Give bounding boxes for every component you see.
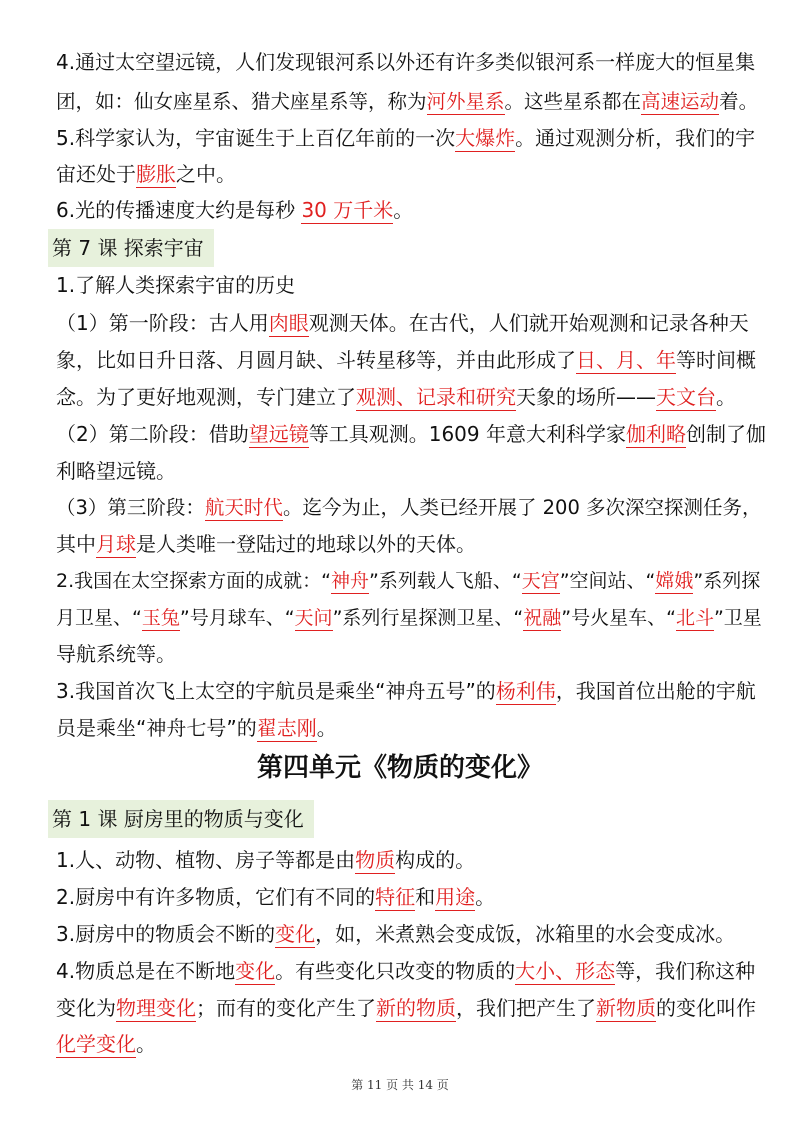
text-segment: ”系列行星探测卫星、“ — [332, 607, 524, 629]
keyword-highlight: 河外星系 — [426, 90, 505, 113]
paragraph-line — [56, 671, 768, 711]
keyword-highlight: 高速运动 — [641, 90, 720, 113]
text-segment: ”系列载人飞船、“ — [369, 570, 522, 592]
keyword-highlight: 航天时代 — [204, 496, 283, 519]
keyword-highlight: 天宫 — [521, 570, 560, 592]
paragraph-line — [56, 914, 768, 954]
paragraph-line — [56, 451, 768, 491]
text-segment: （2）第二阶段：借助 — [56, 422, 249, 446]
paragraph-line — [56, 265, 768, 305]
text-segment: 变化为 — [56, 996, 116, 1020]
text-segment: ”卫星 — [713, 607, 762, 629]
text-segment: 象，比如日升日落、月圆月缺、斗转星移等，并由此形成了 — [56, 348, 576, 372]
text-segment: ；而有的变化产生了 — [196, 996, 376, 1020]
text-segment: 3.我国首次飞上太空的宇航员是乘坐“神舟五号”的 — [56, 679, 496, 703]
text-segment: 其中 — [56, 532, 96, 556]
keyword-highlight: 观测、记录和研究 — [356, 385, 516, 409]
text-segment: 团，如：仙女座星系、猎犬座星系等，称为 — [56, 90, 427, 113]
keyword-highlight: 变化 — [235, 959, 276, 983]
keyword-highlight: 天问 — [294, 607, 333, 629]
keyword-highlight: 肉眼 — [268, 311, 309, 335]
keyword-highlight: 30 万千米 — [301, 198, 394, 222]
text-segment: 员是乘坐“神舟七号”的 — [56, 716, 257, 740]
lesson-heading-1: 第 1 课 厨房里的物质与变化 — [48, 800, 314, 838]
text-segment: 月卫星、“ — [56, 607, 142, 629]
lesson-heading-7: 第 7 课 探索宇宙 — [48, 229, 214, 267]
paragraph-line — [56, 708, 768, 748]
text-segment: 2.厨房中有许多物质，它们有不同的 — [56, 885, 376, 909]
paragraph-line — [56, 951, 768, 991]
text-segment: （3）第三阶段： — [56, 496, 205, 519]
keyword-highlight: 玉兔 — [141, 607, 180, 629]
text-segment: 是人类唯一登陆过的地球以外的天体。 — [136, 532, 476, 556]
text-segment: 。 — [716, 385, 736, 409]
keyword-highlight: 望远镜 — [248, 422, 309, 446]
keyword-highlight: 大爆炸 — [455, 126, 516, 150]
text-segment: 天象的场所—— — [516, 385, 656, 409]
paragraph-line — [56, 154, 768, 194]
text-segment: 之中。 — [176, 162, 236, 186]
keyword-highlight: 新物质 — [596, 996, 656, 1020]
text-segment: 利略望远镜。 — [56, 459, 176, 483]
text-segment: 等，我们称这种 — [615, 959, 756, 983]
paragraph-line — [56, 42, 768, 82]
text-segment: ，如，米煮熟会变成饭，冰箱里的水会变成冰。 — [315, 922, 736, 946]
keyword-highlight: 大小、形态 — [515, 959, 616, 983]
paragraph-line — [56, 598, 768, 638]
text-segment: ，我们把产生了 — [456, 996, 596, 1020]
text-segment: ”空间站、“ — [559, 570, 656, 592]
text-segment: 1.了解人类探索宇宙的历史 — [56, 273, 296, 297]
keyword-highlight: 杨利伟 — [495, 679, 556, 703]
keyword-highlight: 物理变化 — [116, 996, 196, 1020]
text-segment: （1）第一阶段：古人用 — [56, 311, 269, 335]
text-segment: 3.厨房中的物质会不断的 — [56, 922, 276, 946]
paragraph-line — [56, 303, 768, 343]
keyword-highlight: 新的物质 — [376, 996, 456, 1020]
text-segment: 创制了伽 — [686, 422, 766, 446]
keyword-highlight: 化学变化 — [56, 1032, 136, 1056]
text-segment: 5.科学家认为，宇宙诞生于上百亿年前的一次 — [56, 126, 456, 150]
paragraph-line — [56, 877, 768, 917]
keyword-highlight: 伽利略 — [626, 422, 686, 446]
paragraph-line — [56, 488, 768, 528]
text-segment: 4.物质总是在不断地 — [56, 959, 236, 983]
paragraph-line — [56, 118, 768, 158]
paragraph-line — [56, 561, 768, 601]
text-segment: 6.光的传播速度大约是每秒 — [56, 198, 302, 222]
text-segment: ，我国首位出舱的宇航 — [555, 679, 756, 703]
text-segment: 。通过观测分析，我们的宇 — [515, 126, 756, 150]
text-segment: 着。 — [719, 90, 759, 113]
paragraph-line — [56, 988, 768, 1028]
paragraph-line — [56, 840, 768, 880]
text-segment: ”号火星车、“ — [561, 607, 676, 629]
keyword-highlight: 祝融 — [523, 607, 562, 629]
text-segment: 。 — [136, 1032, 156, 1056]
unit-title: 第四单元《物质的变化》 — [256, 753, 543, 783]
text-segment: 。有些变化只改变的物质的 — [275, 959, 516, 983]
paragraph-line — [56, 82, 768, 122]
paragraph-line — [56, 634, 768, 674]
text-segment: 宙还处于 — [56, 162, 136, 186]
paragraph-line — [56, 377, 768, 417]
keyword-highlight: 神舟 — [330, 570, 369, 592]
text-segment: 念。为了更好地观测，专门建立了 — [56, 385, 356, 409]
keyword-highlight: 日、月、年 — [576, 348, 676, 372]
keyword-highlight: 天文台 — [656, 385, 716, 409]
text-segment: 。迄今为止，人类已经开展了 200 多次深空探测任务， — [282, 496, 762, 519]
keyword-highlight: 用途 — [435, 885, 476, 909]
text-segment: 4.通过太空望远镜，人们发现银河系以外还有许多类似银河系一样庞大的恒星集 — [56, 50, 756, 74]
paragraph-line — [56, 340, 768, 380]
text-segment: 等时间概 — [676, 348, 756, 372]
paragraph-line — [56, 1024, 768, 1064]
text-segment: 。 — [316, 716, 337, 740]
text-segment: 1.人、动物、植物、房子等都是由 — [56, 848, 356, 872]
keyword-highlight: 翟志刚 — [256, 716, 317, 740]
text-segment: 的变化叫作 — [656, 996, 756, 1020]
text-segment: 等工具观测。1609 年意大利科学家 — [308, 422, 626, 446]
keyword-highlight: 月球 — [96, 532, 136, 556]
text-segment: 导航系统等。 — [56, 642, 176, 666]
text-segment: 和 — [415, 885, 436, 909]
text-segment: 观测天体。在古代，人们就开始观测和记录各种天 — [308, 311, 749, 335]
keyword-highlight: 膨胀 — [136, 162, 176, 186]
keyword-highlight: 变化 — [275, 922, 316, 946]
text-segment: ”系列探 — [693, 570, 761, 592]
keyword-highlight: 物质 — [355, 848, 396, 872]
text-segment: 。 — [393, 198, 414, 222]
paragraph-line — [56, 414, 768, 454]
text-segment: 。 — [475, 885, 496, 909]
page-footer: 第 11 页 共 14 页 — [351, 1078, 449, 1092]
paragraph-line — [56, 524, 768, 564]
paragraph-line — [56, 190, 768, 230]
text-segment: 构成的。 — [395, 848, 476, 872]
text-segment: 2.我国在太空探索方面的成就：“ — [56, 570, 331, 592]
text-segment: ”号月球车、“ — [179, 607, 295, 629]
keyword-highlight: 北斗 — [675, 607, 714, 629]
text-segment: 。这些星系都在 — [504, 90, 642, 113]
keyword-highlight: 特征 — [375, 885, 416, 909]
keyword-highlight: 嫦娥 — [655, 570, 694, 592]
